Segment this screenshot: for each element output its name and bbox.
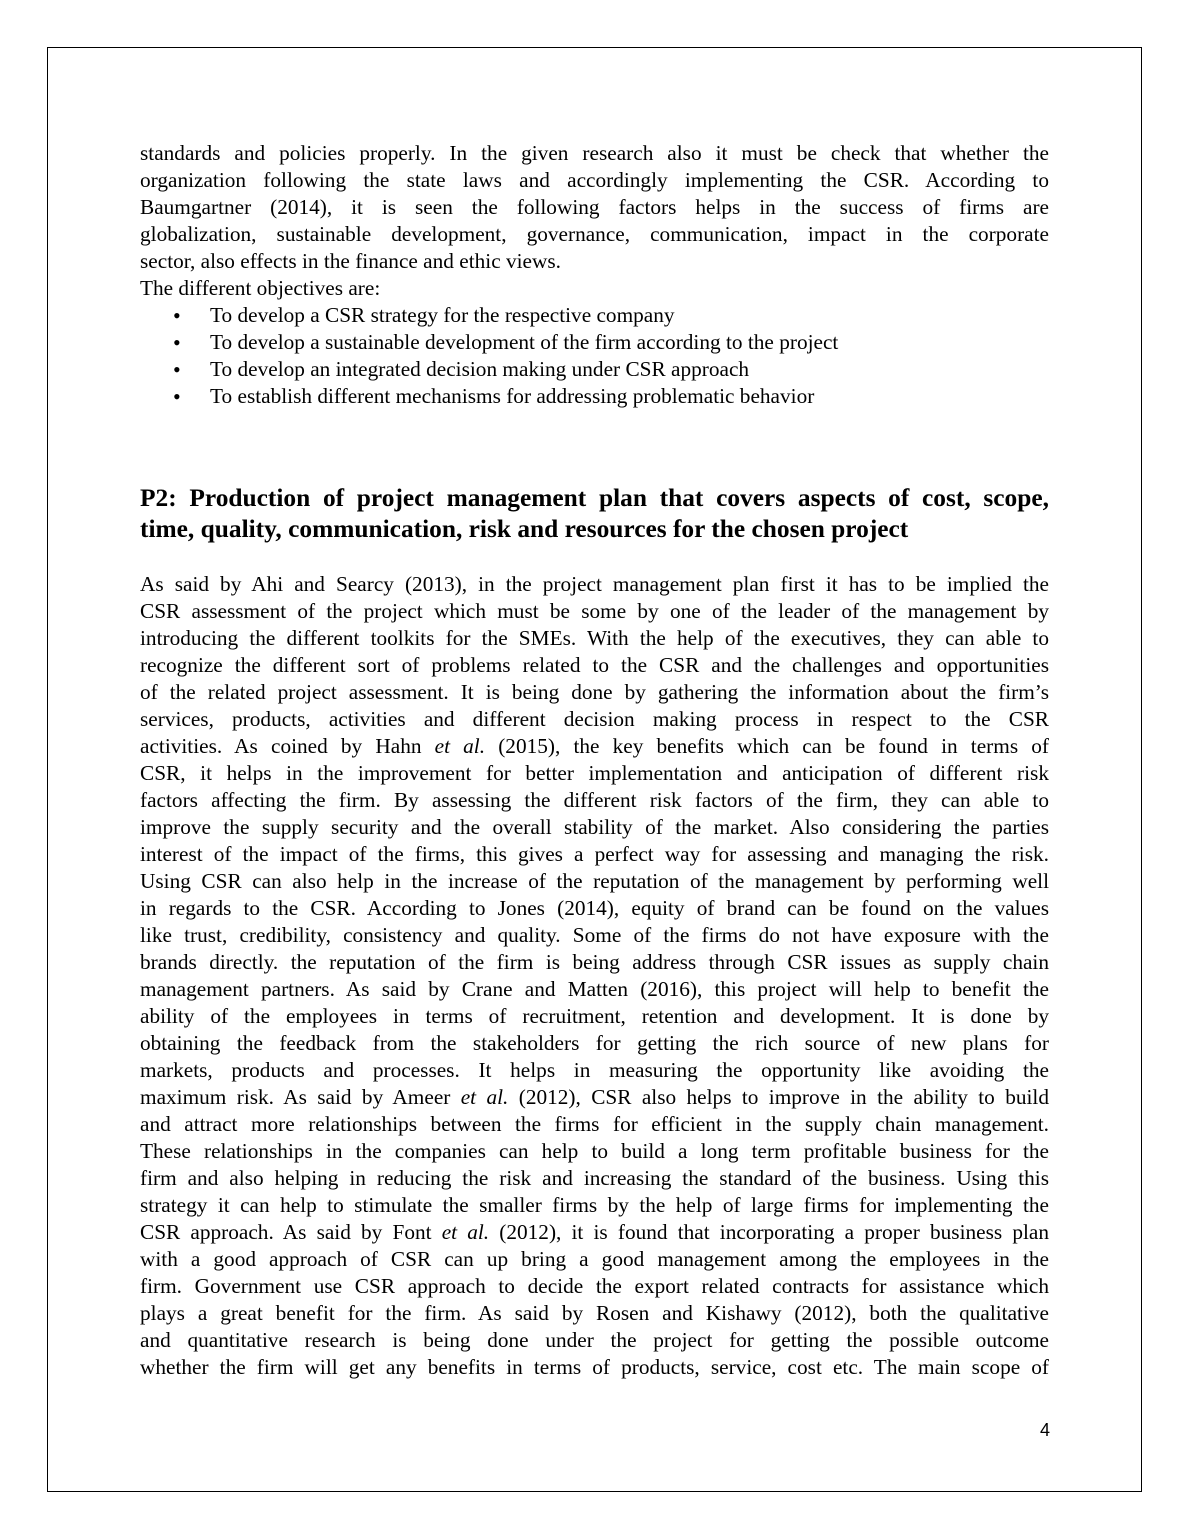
text-line: firm and also helping in reducing the risk and increasing the standard of the business. Using this xyxy=(140,1166,1049,1190)
text-line xyxy=(140,1219,1049,1246)
text-line: plays a great benefit for the firm. As said by Rosen and Kishawy (2012), both the qualitative xyxy=(140,1301,1049,1325)
text-line: whether the firm will get any benefits in terms of products, service, cost etc. The main scope of xyxy=(140,1355,1049,1379)
text-line: services, products, activities and different decision making process in respect to the CSR xyxy=(140,707,1049,731)
text-line: with a good approach of CSR can up bring a good management among the employees in the xyxy=(140,1247,1049,1271)
text-run: (2012), it is found that incorporating a proper business plan xyxy=(489,1220,1049,1244)
text-line: in regards to the CSR. According to Jones (2014), equity of brand can be found on the values xyxy=(140,896,1049,920)
intro-section xyxy=(140,140,1049,410)
text-line: ability of the employees in terms of recruitment, retention and development. It is done by xyxy=(140,1004,1049,1028)
text-line: organization following the state laws and accordingly implementing the CSR. According to xyxy=(140,168,1049,192)
italic-citation: et al. xyxy=(441,1220,490,1244)
list-item: • To develop an integrated decision making under CSR approach xyxy=(140,356,1049,383)
text-line: recognize the different sort of problems related to the CSR and the challenges and opportunities xyxy=(140,653,1049,677)
section-heading xyxy=(140,483,1049,545)
text-line: Baumgartner (2014), it is seen the following factors helps in the success of firms are xyxy=(140,195,1049,219)
text-line: CSR, it helps in the improvement for better implementation and anticipation of different risk xyxy=(140,761,1049,785)
text-line: introducing the different toolkits for the SMEs. With the help of the executives, they can able to xyxy=(140,626,1049,650)
heading-line: P2: Production of project management plan that covers aspects of cost, scope, xyxy=(140,484,1049,512)
list-item: • To develop a sustainable development of the firm according to the project xyxy=(140,329,1049,356)
text-line: brands directly. the reputation of the firm is being address through CSR issues as supply chain xyxy=(140,950,1049,974)
body-paragraph xyxy=(140,571,1049,1381)
text-line: factors affecting the firm. By assessing the different risk factors of the firm, they can able to xyxy=(140,788,1049,812)
text-line: and attract more relationships between the firms for efficient in the supply chain management. xyxy=(140,1112,1049,1136)
text-line: CSR assessment of the project which must be some by one of the leader of the management by xyxy=(140,599,1049,623)
text-line: sector, also effects in the finance and ethic views. xyxy=(140,249,561,273)
list-item: • To develop a CSR strategy for the respective company xyxy=(140,302,1049,329)
text-line: like trust, credibility, consistency and quality. Some of the firms do not have exposure with the xyxy=(140,923,1049,947)
text-line: globalization, sustainable development, governance, communication, impact in the corporate xyxy=(140,222,1049,246)
text-line: obtaining the feedback from the stakeholders for getting the rich source of new plans for xyxy=(140,1031,1049,1055)
text-line: of the related project assessment. It is being done by gathering the information about the firm’s xyxy=(140,680,1049,704)
list-item: • To establish different mechanisms for addressing problematic behavior xyxy=(140,383,1049,410)
text-line: interest of the impact of the firms, this gives a perfect way for assessing and managing the risk. xyxy=(140,842,1049,866)
text-line: improve the supply security and the overall stability of the market. Also considering the parties xyxy=(140,815,1049,839)
text-run: (2015), the key benefits which can be found in terms of xyxy=(485,734,1050,758)
text-run: CSR approach. As said by Font xyxy=(140,1220,442,1244)
text-line xyxy=(140,733,1049,760)
text-line: strategy it can help to stimulate the smaller firms by the help of large firms for implementing the xyxy=(140,1193,1049,1217)
text-line: markets, products and processes. It helps in measuring the opportunity like avoiding the xyxy=(140,1058,1049,1082)
italic-citation: et al. xyxy=(460,1085,509,1109)
text-run: maximum risk. As said by Ameer xyxy=(140,1085,461,1109)
text-line: As said by Ahi and Searcy (2013), in the project management plan first it has to be implied the xyxy=(140,572,1049,596)
page-number: 4 xyxy=(1039,1420,1050,1440)
heading-line: time, quality, communication, risk and resources for the chosen project xyxy=(140,515,909,543)
text-line xyxy=(140,1084,1049,1111)
text-run: (2012), CSR also helps to improve in the ability to build xyxy=(508,1085,1049,1109)
text-line: These relationships in the companies can help to build a long term profitable business for the xyxy=(140,1139,1049,1163)
text-line: management partners. As said by Crane and Matten (2016), this project will help to benefit the xyxy=(140,977,1049,1001)
intro-paragraph xyxy=(140,140,1049,275)
text-line: standards and policies properly. In the given research also it must be check that whether the xyxy=(140,141,1049,165)
text-line: Using CSR can also help in the increase of the reputation of the management by performing well xyxy=(140,869,1049,893)
italic-citation: et al. xyxy=(434,734,486,758)
text-line: and quantitative research is being done under the project for getting the possible outcome xyxy=(140,1328,1049,1352)
objectives-intro: The different objectives are: xyxy=(140,276,381,300)
objectives-list xyxy=(140,302,1049,410)
text-line: firm. Government use CSR approach to decide the export related contracts for assistance which xyxy=(140,1274,1049,1298)
text-run: activities. As coined by Hahn xyxy=(140,734,435,758)
